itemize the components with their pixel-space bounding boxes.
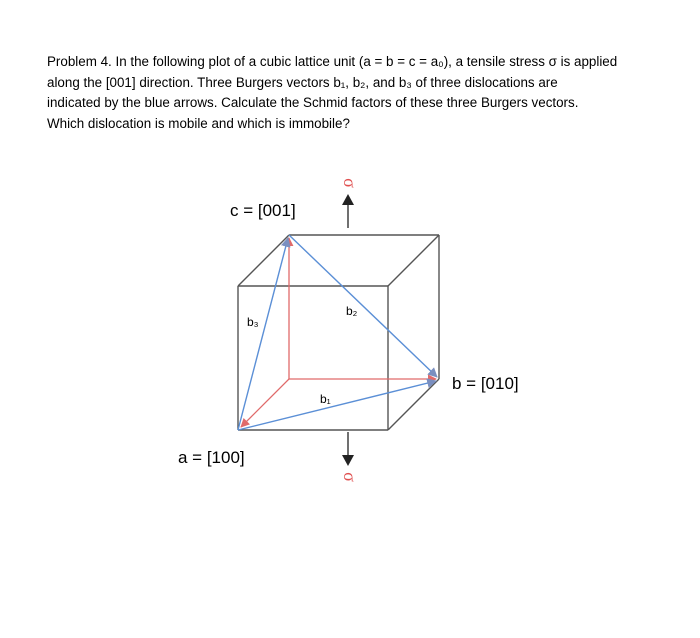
problem-line-1: Problem 4. In the following plot of a cubic lattice unit (a = b = c = a₀), a tensile stress σ is applied: [47, 54, 618, 69]
stress-label-top: σ: [340, 178, 360, 188]
problem-line-2: along the [001] direction. Three Burgers vectors b₁, b₂, and b₃ of three dislocations are: [47, 74, 558, 90]
burgers-vector-b2: [289, 235, 437, 377]
burgers-label-b1: b₁: [320, 392, 331, 406]
cube-edge: [388, 235, 439, 286]
stress-arrowhead-top: [342, 194, 354, 205]
stress-arrows: [340, 178, 360, 482]
stress-label-bottom: σ: [340, 472, 360, 482]
axis-label-c: c = [001]: [230, 201, 296, 220]
burgers-vector-b1: [238, 381, 436, 430]
burgers-label-b2: b₂: [346, 304, 358, 318]
problem-line-3: indicated by the blue arrows. Calculate the Schmid factors of these three Burgers vectors.: [47, 95, 579, 111]
burgers-label-b3: b₃: [247, 315, 259, 329]
burgers-vector-b3: [238, 238, 288, 430]
axis-label-b: b = [010]: [452, 374, 519, 393]
stress-arrowhead-bottom: [342, 455, 354, 466]
problem-line-4: Which dislocation is mobile and which is immobile?: [47, 115, 350, 131]
cube-edge: [238, 235, 289, 286]
axis-label-a: a = [100]: [178, 448, 245, 467]
